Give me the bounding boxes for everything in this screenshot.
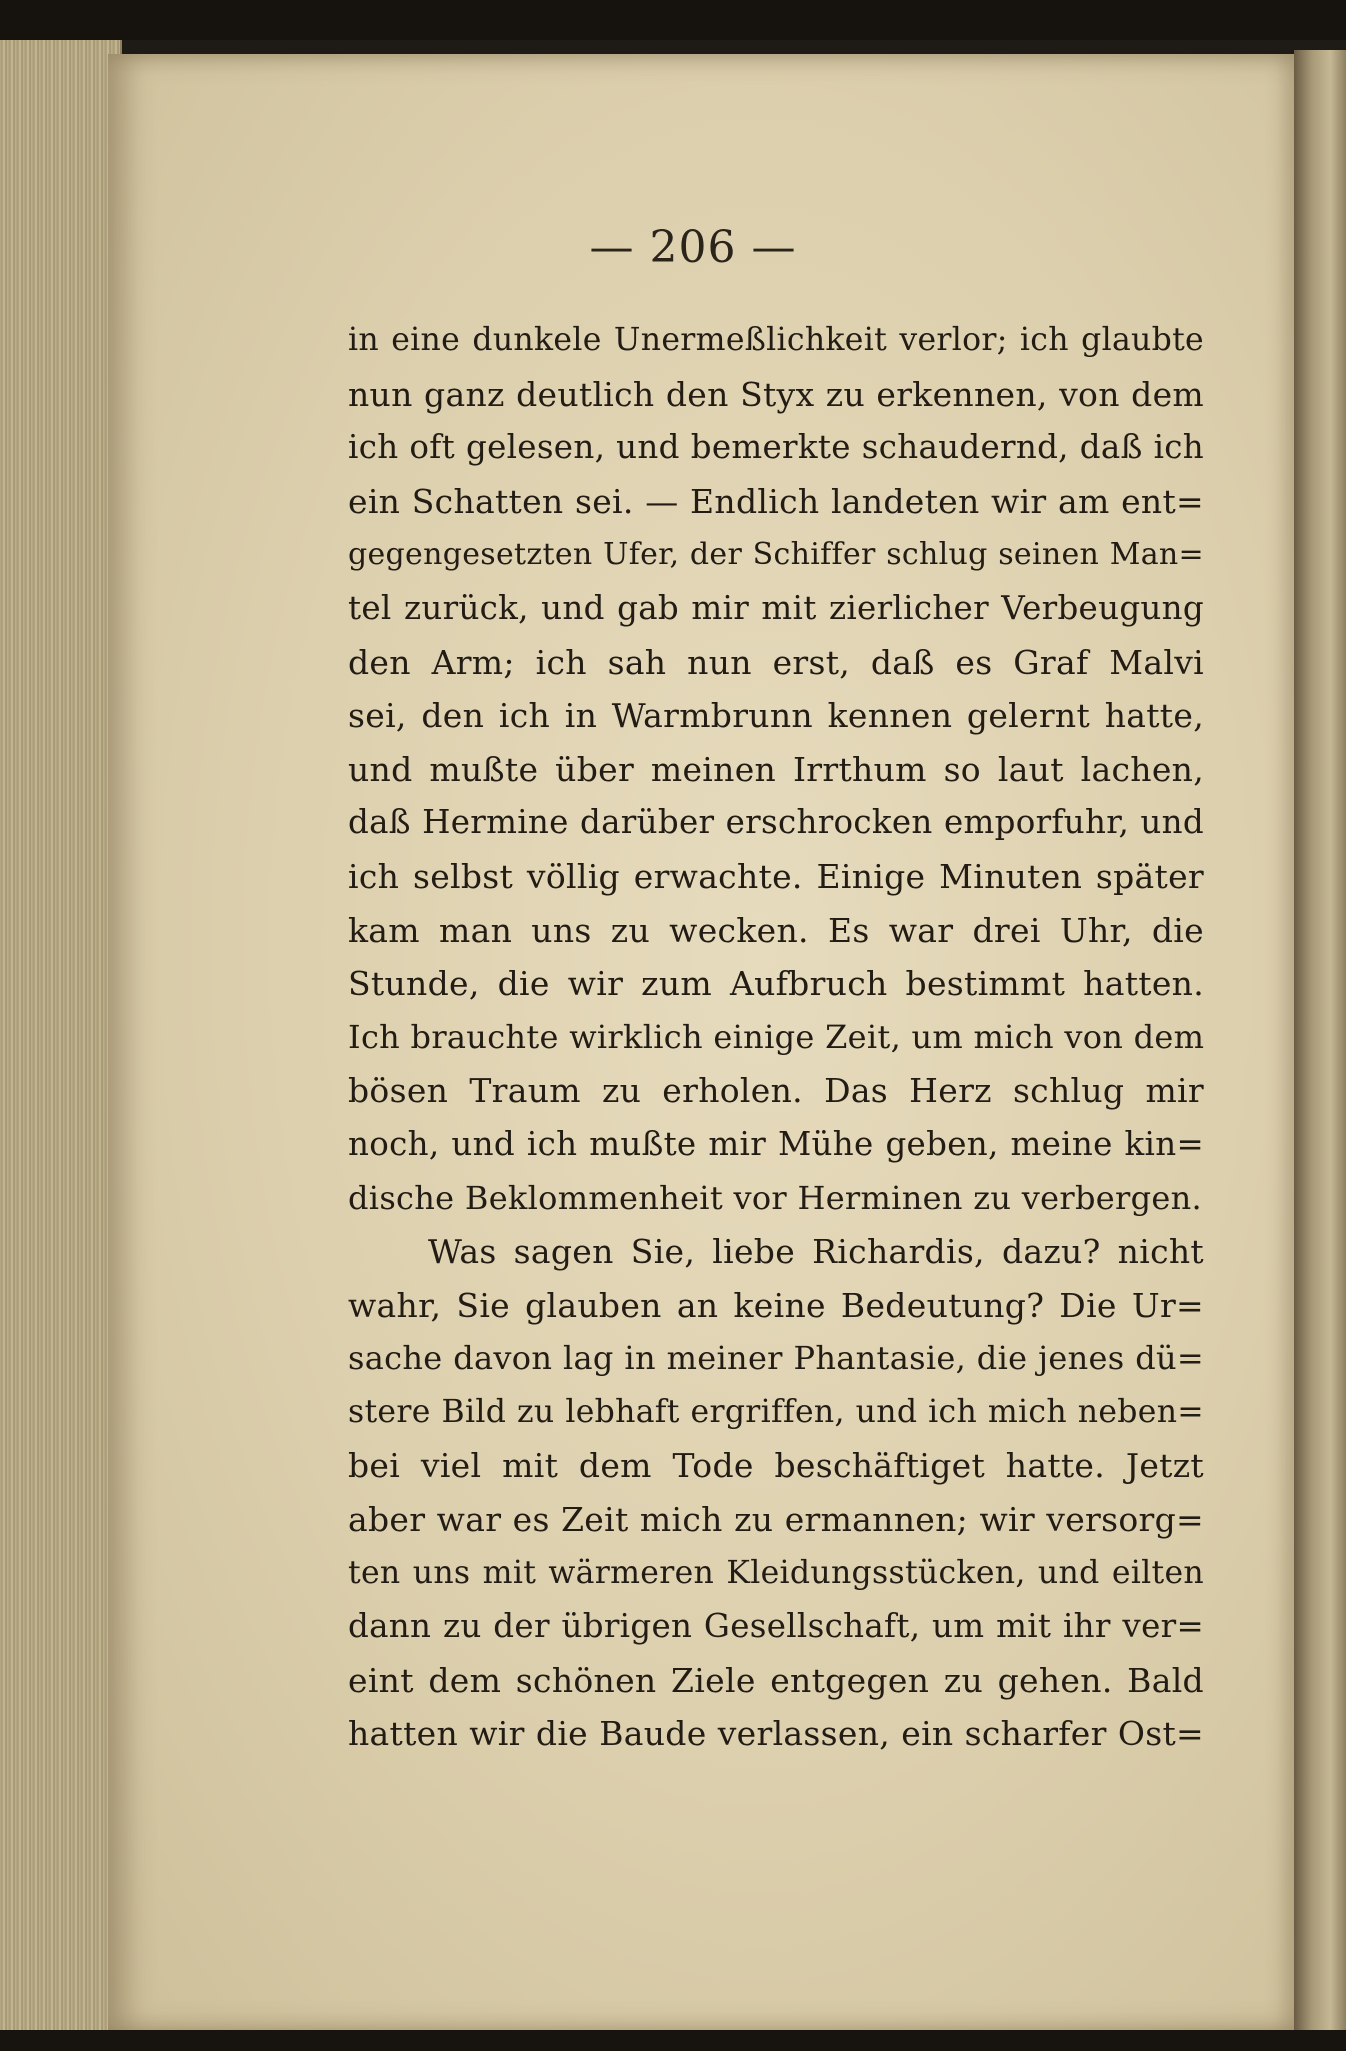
text-line: dische Beklommenheit vor Herminen zu verbergen. (348, 1178, 1203, 1217)
text-line: Stunde, die wir zum Aufbruch bestimmt hatten. (348, 964, 1204, 1004)
text-line: hatten wir die Baude verlassen, ein scharfer Ost= (348, 1714, 1204, 1754)
text-line: ten uns mit wärmeren Kleidungsstücken, und eilten (348, 1554, 1204, 1591)
text-line: gegengesetzten Ufer, der Schiffer schlug seinen Man= (348, 537, 1204, 573)
text-line: sache davon lag in meiner Phantasie, die jenes dü= (348, 1339, 1204, 1378)
text-line: bösen Traum zu erholen. Das Herz schlug mir (348, 1071, 1204, 1111)
text-line: in eine dunkele Unermeßlichkeit verlor; ich glaubte (348, 322, 1204, 358)
text-line: nun ganz deutlich den Styx zu erkennen, von dem (348, 374, 1204, 414)
next-page-edge (1294, 50, 1346, 2040)
background-bottom (0, 2030, 1346, 2051)
page-number: — 206 — (589, 222, 797, 273)
text-line: aber war es Zeit mich zu ermannen; wir versorg= (348, 1500, 1204, 1540)
page-stack-edge (0, 40, 122, 2030)
background-top (0, 0, 1346, 40)
text-line: tel zurück, und gab mir mit zierlicher Verbeugung (348, 588, 1204, 627)
text-line: ein Schatten sei. — Endlich landeten wir am ent= (348, 481, 1204, 521)
text-line: kam man uns zu wecken. Es war drei Uhr, die (348, 910, 1204, 950)
text-line: ich oft gelesen, und bemerkte schaudernd, daß ich (348, 428, 1204, 467)
text-line: stere Bild zu lebhaft ergriffen, und ich mich neben= (348, 1393, 1204, 1430)
text-line: den Arm; ich sah nun erst, daß es Graf Malvi (348, 642, 1204, 682)
text-line: ich selbst völlig erwachte. Einige Minuten später (348, 856, 1204, 896)
text-line: sei, den ich in Warmbrunn kennen gelernt hatte, (348, 696, 1204, 736)
text-line: Was sagen Sie, liebe Richardis, dazu? nicht (428, 1232, 1204, 1272)
text-line: eint dem schönen Ziele entgegen zu gehen. Bald (348, 1660, 1204, 1700)
text-line: und mußte über meinen Irrthum so laut lachen, (348, 749, 1204, 789)
text-line: daß Hermine darüber erschrocken emporfuhr, und (348, 803, 1204, 842)
body-text (348, 314, 1204, 1761)
text-line: wahr, Sie glauben an keine Bedeutung? Die Ur= (348, 1285, 1204, 1325)
text-line: dann zu der übrigen Gesellschaft, um mit ihr ver= (348, 1607, 1204, 1646)
text-line: noch, und ich mußte mir Mühe geben, meine kin= (348, 1124, 1204, 1163)
text-line: Ich brauchte wirklich einige Zeit, um mich von dem (348, 1017, 1205, 1056)
text-line: bei viel mit dem Tode beschäftiget hatte. Jetzt (348, 1446, 1204, 1486)
